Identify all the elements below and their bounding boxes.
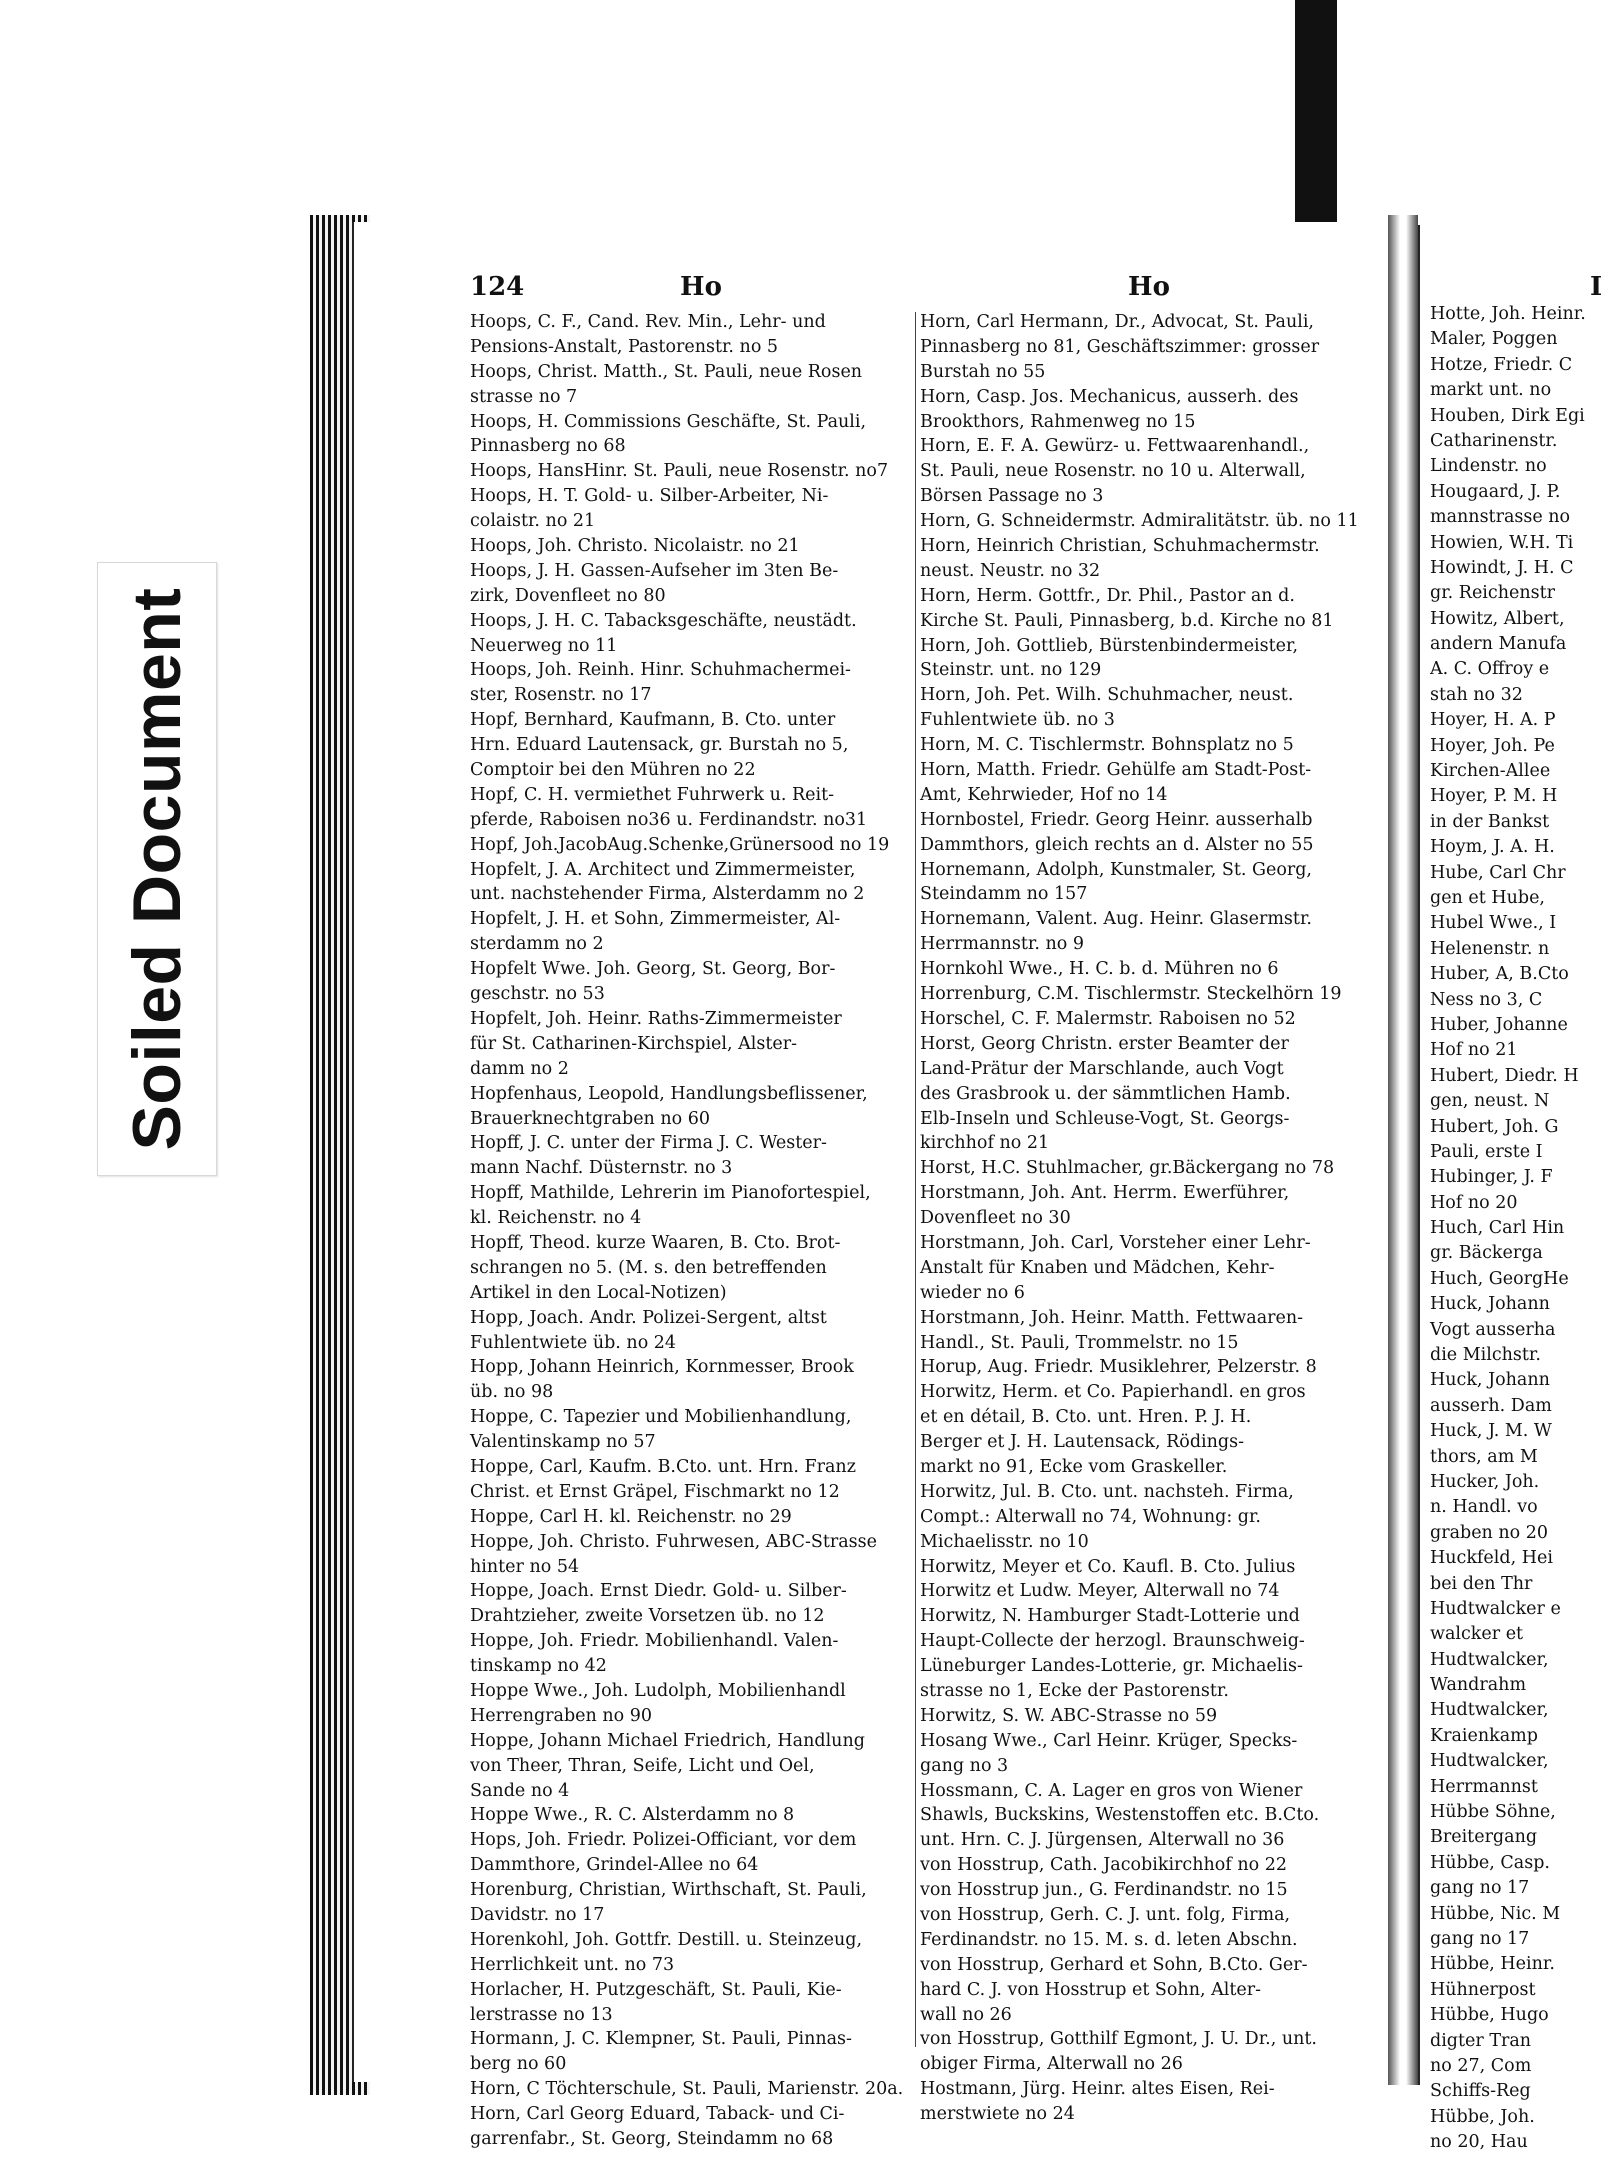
text-line: ausserh. Dam [1430,1395,1552,1416]
text-line: Pauli, erste I [1430,1141,1543,1162]
text-line: Horn, G. Schneidermstr. Admiralitätstr. üb. no 11 [920,511,1359,532]
text-line: Hoppe, Joh. Christo. Fuhrwesen, ABC-Strasse [470,1531,878,1552]
text-line: hinter no 54 [470,1556,580,1577]
text-line: Hoops, H. T. Gold- u. Silber-Arbeiter, Ni- [470,486,829,507]
text-line: Hoppe, Joach. Ernst Diedr. Gold- u. Silber- [470,1581,847,1602]
text-line: Horst, Georg Christn. erster Beamter der [920,1033,1289,1054]
text-line: Breitergang [1430,1827,1538,1848]
text-line: Houben, Dirk Egi [1430,405,1585,426]
text-line: Horenburg, Christian, Wirthschaft, St. Pauli, [470,1880,867,1901]
text-line: Dovenfleet no 30 [920,1208,1071,1229]
text-line: Hof no 21 [1430,1040,1518,1061]
text-line: Hopf, Bernhard, Kaufmann, B. Cto. unter [470,710,836,731]
text-line: Horn, Joh. Gottlieb, Bürstenbindermeister, [920,635,1299,656]
text-line: Shawls, Buckskins, Westenstoffen etc. B.Cto. [920,1805,1320,1826]
text-line: von Hosstrup, Gerh. C. J. unt. folg, Firma, [920,1905,1291,1925]
text-line: Horstmann, Joh. Carl, Vorsteher einer Lehr- [920,1232,1311,1253]
text-line: Davidstr. no 17 [470,1905,605,1925]
text-line: Dammthore, Grindel-Allee no 64 [470,1855,759,1876]
text-line: bei den Thr [1430,1573,1533,1594]
text-line: von Hosstrup, Gerhard et Sohn, B.Cto. Ger- [920,1954,1308,1975]
text-line: Hoppe Wwe., R. C. Alsterdamm no 8 [470,1805,795,1826]
text-line: Horlacher, H. Putzgeschäft, St. Pauli, Kie- [470,1979,842,2000]
text-line: Hoppe, Joh. Friedr. Mobilienhandl. Valen- [470,1631,839,1652]
text-line: Artikel in den Local-Notizen) [470,1282,727,1303]
text-line: Helenenstr. n [1430,938,1550,959]
text-line: gang no 17 [1430,1929,1530,1949]
text-line: Hubel Wwe., I [1430,913,1557,934]
right-page-heading: I [1590,272,1602,302]
text-line: Brauerknechtgraben no 60 [470,1108,711,1129]
text-line: Hübbe, Hugo [1430,2005,1549,2026]
text-line: die Milchstr. [1430,1345,1541,1366]
text-line: ster, Rosenstr. no 17 [470,685,652,706]
text-line: Hotte, Joh. Heinr. [1430,304,1586,324]
text-line: obiger Firma, Alterwall no 26 [920,2054,1183,2075]
text-line: Hornbostel, Friedr. Georg Heinr. ausserhalb [920,809,1313,830]
text-line: Hübbe, Nic. M [1430,1903,1561,1924]
text-line: von Hosstrup, Cath. Jacobikirchhof no 22 [920,1855,1287,1876]
text-line: no 20, Hau [1430,2132,1528,2153]
text-line: Hübbe, Joh. [1430,2106,1535,2127]
text-line: Horstmann, Joh. Ant. Herrm. Ewerführer, [920,1183,1290,1204]
text-line: A. C. Offroy e [1430,659,1550,680]
text-line: Horn, C Töchterschule, St. Pauli, Marienstr. 20a. [470,2079,904,2100]
text-line: kirchhof no 21 [920,1133,1050,1154]
text-line: Kirche St. Pauli, Pinnasberg, b.d. Kirche no 81 [920,610,1334,631]
text-line: Dammthors, gleich rechts an d. Alster no 55 [920,834,1314,855]
text-line: Horstmann, Joh. Heinr. Matth. Fettwaaren- [920,1307,1304,1328]
text-line: Hubert, Joh. G [1430,1116,1559,1137]
text-line: geschstr. no 53 [470,984,605,1005]
text-line: Hoyer, Joh. Pe [1430,735,1555,756]
text-line: Hopfelt, Joh. Heinr. Raths-Zimmermeister [470,1008,842,1029]
text-line: wieder no 6 [920,1282,1025,1303]
text-line: Hof no 20 [1430,1192,1518,1213]
text-line: Hudtwalcker, [1430,1700,1549,1721]
text-line: Hübbe Söhne, [1430,1802,1556,1823]
text-line: Hoppe, C. Tapezier und Mobilienhandlung, [470,1407,852,1428]
text-line: Hopff, J. C. unter der Firma J. C. Wester- [470,1133,827,1154]
text-line: digter Tran [1430,2030,1532,2051]
column-divider [915,312,916,2047]
text-line: Compt.: Alterwall no 74, Wohnung: gr. [920,1506,1261,1527]
text-line: walcker et [1430,1624,1524,1645]
text-line: Hübbe, Casp. [1430,1852,1550,1873]
text-line: Horrenburg, C.M. Tischlermstr. Steckelhörn 19 [920,984,1342,1005]
text-line: Hühnerpost [1430,1979,1536,2000]
center-column-heading: Ho [1128,272,1170,302]
text-line: Börsen Passage no 3 [920,486,1104,507]
page-number: 124 [470,272,525,302]
text-line: Wandrahm [1430,1675,1527,1696]
text-line: Pinnasberg no 68 [470,436,626,457]
text-line: üb. no 98 [470,1382,554,1403]
text-line: Michaelisstr. no 10 [920,1531,1089,1552]
text-line: Hoops, Joh. Christo. Nicolaistr. no 21 [470,536,800,557]
text-line: gang no 17 [1430,1878,1530,1899]
text-line: Hopfelt Wwe. Joh. Georg, St. Georg, Bor- [470,959,836,980]
text-line: Catharinenstr. [1430,430,1558,451]
text-line: markt no 91, Ecke vom Graskeller. [920,1456,1228,1477]
text-line: Horn, Herm. Gottfr., Dr. Phil., Pastor an d. [920,585,1295,606]
text-line: Huber, A, B.Cto [1430,964,1569,985]
text-line: Hopfelt, J. H. et Sohn, Zimmermeister, Al- [470,909,841,930]
text-line: Horn, Joh. Pet. Wilh. Schuhmacher, neust. [920,685,1294,706]
text-line: strasse no 7 [470,386,578,407]
text-line: strasse no 1, Ecke der Pastorenstr. [920,1680,1229,1701]
text-line: markt unt. no [1430,380,1552,401]
text-line: Land-Prätur der Marschlande, auch Vogt [920,1058,1284,1079]
text-line: Hubert, Diedr. H [1430,1065,1579,1086]
text-line: Comptoir bei den Mühren no 22 [470,760,756,781]
text-line: Hougaard, J. P. [1430,481,1561,502]
text-line: Hopp, Joach. Andr. Polizei-Sergent, altst [470,1307,827,1328]
text-line: Horwitz, Meyer et Co. Kaufl. B. Cto. Julius [920,1556,1296,1577]
text-line: Hoops, C. F., Cand. Rev. Min., Lehr- und [470,312,826,332]
text-line: Horwitz et Ludw. Meyer, Alterwall no 74 [920,1581,1280,1602]
text-line: andern Manufa [1430,634,1567,655]
text-line: Hucker, Joh. [1430,1471,1540,1492]
text-line: Huch, Carl Hin [1430,1218,1565,1239]
text-line: no 27, Com [1430,2055,1532,2076]
text-line: Pensions-Anstalt, Pastorenstr. no 5 [470,336,779,357]
text-line: Hoops, Christ. Matth., St. Pauli, neue Rosen [470,361,863,382]
text-line: Lüneburger Landes-Lotterie, gr. Michaelis- [920,1656,1303,1677]
tab-label: Soiled Document [119,587,195,1151]
text-line: Kirchen-Allee [1430,761,1551,782]
right-page-column [1430,302,1600,2156]
text-line: Haupt-Collecte der herzogl. Braunschweig- [920,1631,1305,1652]
soiled-document-tab [97,562,217,1176]
text-line: des Grasbrook u. der sämmtlichen Hamb. [920,1083,1291,1104]
text-line: Hoppe, Carl H. kl. Reichenstr. no 29 [470,1506,792,1527]
text-line: Hormann, J. C. Klempner, St. Pauli, Pinnas- [470,2029,852,2050]
text-line: Steinstr. unt. no 129 [920,660,1102,681]
text-line: Drahtzieher, zweite Vorsetzen üb. no 12 [470,1606,825,1627]
text-line: Vogt ausserha [1430,1319,1556,1340]
text-line: Huck, Johann [1430,1370,1550,1391]
text-line: Hoops, HansHinr. St. Pauli, neue Rosenstr. no7 [470,461,889,482]
text-line: Hornkohl Wwe., H. C. b. d. Mühren no 6 [920,959,1279,980]
text-line: Hudtwalcker, [1430,1751,1549,1772]
text-line: Hudtwalcker, [1430,1649,1549,1670]
text-line: Neuerweg no 11 [470,635,618,656]
text-line: Horn, Matth. Friedr. Gehülfe am Stadt-Post- [920,760,1312,781]
text-line: gr. Reichenstr [1430,583,1555,604]
text-line: Amt, Kehrwieder, Hof no 14 [920,784,1168,805]
text-line: Pinnasberg no 81, Geschäftszimmer: grosser [920,336,1320,357]
text-line: mannstrasse no [1430,507,1571,528]
text-line: Huch, GeorgHe [1430,1268,1569,1289]
text-line: neust. Neustr. no 32 [920,560,1101,581]
text-line: Huckfeld, Hei [1430,1548,1553,1569]
text-line: Horn, Casp. Jos. Mechanicus, ausserh. des [920,386,1299,407]
text-line: Howindt, J. H. C [1430,557,1574,578]
text-line: Hoym, J. A. H. [1430,837,1555,858]
text-line: Elb-Inseln und Schleuse-Vogt, St. Georgs- [920,1108,1290,1129]
text-line: Horn, Carl Georg Eduard, Taback- und Ci- [470,2104,845,2125]
left-column-heading: Ho [680,272,722,302]
text-line: von Theer, Thran, Seife, Licht und Oel, [470,1755,815,1776]
text-line: Horn, E. F. A. Gewürz- u. Fettwaarenhandl., [920,436,1310,457]
text-line: pferde, Raboisen no36 u. Ferdinandstr. no31 [470,809,868,830]
text-line: Hudtwalcker e [1430,1598,1561,1619]
text-line: Hopff, Theod. kurze Waaren, B. Cto. Brot- [470,1232,841,1253]
text-line: Hopf, C. H. vermiethet Fuhrwerk u. Reit- [470,784,835,805]
text-line: Hornemann, Adolph, Kunstmaler, St. Georg, [920,859,1312,880]
text-line: thors, am M [1430,1446,1538,1467]
text-line: n. Handl. vo [1430,1497,1538,1518]
text-line: Howien, W.H. Ti [1430,532,1574,553]
text-line: zirk, Dovenfleet no 80 [470,585,666,606]
text-line: in der Bankst [1430,811,1550,832]
text-line: Horwitz, S. W. ABC-Strasse no 59 [920,1705,1218,1726]
text-line: sterdamm no 2 [470,934,604,955]
text-line: Hopfelt, J. A. Architect und Zimmermeister, [470,859,856,880]
text-line: Howitz, Albert, [1430,608,1565,629]
text-line: wall no 26 [920,2004,1012,2025]
text-line: Burstah no 55 [920,361,1046,382]
text-line: gen et Hube, [1430,887,1545,908]
text-line: Hoppe, Johann Michael Friedrich, Handlung [470,1730,865,1751]
text-line: für St. Catharinen-Kirchspiel, Alster- [470,1033,798,1054]
text-line: Hoppe Wwe., Joh. Ludolph, Mobilienhandl [470,1680,846,1701]
text-line: Horn, M. C. Tischlermstr. Bohnsplatz no 5 [920,735,1294,756]
text-line: Hrn. Eduard Lautensack, gr. Burstah no 5, [470,735,849,756]
text-line: Ferdinandstr. no 15. M. s. d. leten Abschn. [920,1929,1298,1950]
text-line: Brookthors, Rahmenweg no 15 [920,411,1196,432]
text-line: Hornemann, Valent. Aug. Heinr. Glasermstr. [920,909,1312,930]
text-line: merstwiete no 24 [920,2104,1075,2125]
top-shadow-strip [1295,0,1337,228]
text-line: Hoops, H. Commissions Geschäfte, St. Pauli, [470,411,867,432]
text-line: Herrmannst [1430,1776,1538,1797]
text-line: unt. Hrn. C. J. Jürgensen, Alterwall no 36 [920,1830,1285,1851]
text-line: Hübbe, Heinr. [1430,1954,1555,1975]
text-line: et en détail, B. Cto. unt. Hren. P. J. H. [920,1407,1252,1428]
text-line: lerstrasse no 13 [470,2004,613,2025]
text-line: Hoyer, P. M. H [1430,786,1558,807]
text-line: Ness no 3, C [1430,989,1543,1010]
text-line: stah no 32 [1430,684,1523,705]
text-line: Horn, Heinrich Christian, Schuhmachermstr. [920,536,1320,557]
text-line: Hoppe, Carl, Kaufm. B.Cto. unt. Hrn. Franz [470,1456,856,1477]
text-line: colaistr. no 21 [470,511,596,532]
text-line: Hoyer, H. A. P [1430,710,1556,731]
text-line: von Hosstrup, Gotthilf Egmont, J. U. Dr., unt. [920,2029,1317,2050]
text-line: graben no 20 [1430,1522,1549,1543]
text-line: gr. Bäckerga [1430,1243,1543,1264]
text-line: hard C. J. von Hosstrup et Sohn, Alter- [920,1979,1262,2000]
text-line: von Hosstrup jun., G. Ferdinandstr. no 15 [920,1880,1288,1901]
text-line: berg no 60 [470,2054,567,2075]
text-line: mann Nachf. Düsternstr. no 3 [470,1158,733,1179]
text-line: St. Pauli, neue Rosenstr. no 10 u. Alterwall, [920,461,1306,482]
text-line: Hopf, Joh.JacobAug.Schenke,Grünersood no 19 [470,834,890,855]
text-line: Berger et J. H. Lautensack, Rödings- [920,1432,1244,1453]
text-line: damm no 2 [470,1058,569,1079]
text-line: tinskamp no 42 [470,1656,607,1677]
text-line: gen, neust. N [1430,1091,1550,1112]
page-gutter [1388,215,1418,2085]
text-line: Hostmann, Jürg. Heinr. altes Eisen, Rei- [920,2079,1275,2100]
text-line: Horwitz, Jul. B. Cto. unt. nachsteh. Firma, [920,1481,1294,1502]
text-line: Horenkohl, Joh. Gottfr. Destill. u. Steinzeug, [470,1929,863,1950]
text-line: Steindamm no 157 [920,884,1088,905]
text-line: Horn, Carl Hermann, Dr., Advocat, St. Pauli, [920,312,1314,332]
text-line: Herrengraben no 90 [470,1705,653,1726]
text-line: Maler, Poggen [1430,329,1558,350]
text-line: Herrmannstr. no 9 [920,934,1085,955]
text-line: Horst, H.C. Stuhlmacher, gr.Bäckergang no 78 [920,1158,1335,1179]
text-line: Hopff, Mathilde, Lehrerin im Pianofortespiel, [470,1183,871,1204]
text-line: gang no 3 [920,1755,1009,1776]
text-line: Handl., St. Pauli, Trommelstr. no 15 [920,1332,1239,1353]
text-line: Hopp, Johann Heinrich, Kornmesser, Brook [470,1357,854,1378]
text-line: Fuhlentwiete üb. no 24 [470,1332,677,1353]
text-line: Sande no 4 [470,1780,570,1801]
text-line: Hoops, J. H. C. Tabacksgeschäfte, neustädt. [470,610,857,631]
text-line: Hops, Joh. Friedr. Polizei-Officiant, vor dem [470,1830,857,1851]
text-line: Hoops, J. H. Gassen-Aufseher im 3ten Be- [470,560,839,581]
text-line: Hosang Wwe., Carl Heinr. Krüger, Specks- [920,1730,1298,1751]
text-line: schrangen no 5. (M. s. den betreffenden [470,1257,827,1278]
text-line: Huber, Johanne [1430,1014,1568,1035]
text-line: Huck, J. M. W [1430,1421,1552,1442]
text-line: Hoops, Joh. Reinh. Hinr. Schuhmachermei- [470,660,851,681]
left-column [470,310,914,2152]
text-line: Hube, Carl Chr [1430,862,1566,883]
text-line: Hossmann, C. A. Lager en gros von Wiener [920,1780,1303,1801]
text-line: Kraienkamp [1430,1725,1538,1746]
text-line: Schiffs-Reg [1430,2081,1531,2102]
text-line: Christ. et Ernst Gräpel, Fischmarkt no 12 [470,1481,840,1502]
middle-column [920,310,1366,2127]
text-line: Valentinskamp no 57 [470,1432,656,1453]
text-line: unt. nachstehender Firma, Alsterdamm no 2 [470,884,865,905]
text-line: Horup, Aug. Friedr. Musiklehrer, Pelzerstr. 8 [920,1357,1317,1378]
text-line: kl. Reichenstr. no 4 [470,1208,642,1229]
text-line: Anstalt für Knaben und Mädchen, Kehr- [920,1257,1275,1278]
text-line: Hubinger, J. F [1430,1167,1553,1188]
text-line: Fuhlentwiete üb. no 3 [920,710,1115,731]
text-line: Lindenstr. no [1430,456,1547,477]
text-line: Hotze, Friedr. C [1430,354,1573,375]
text-line: Horwitz, Herm. et Co. Papierhandl. en gros [920,1382,1306,1403]
text-line: garrenfabr., St. Georg, Steindamm no 68 [470,2129,834,2150]
text-line: Hopfenhaus, Leopold, Handlungsbeflissener, [470,1083,868,1104]
text-line: Horschel, C. F. Malermstr. Raboisen no 52 [920,1008,1296,1029]
text-line: Herrlichkeit unt. no 73 [470,1954,675,1975]
text-line: Horwitz, N. Hamburger Stadt-Lotterie und [920,1606,1300,1627]
text-line: Huck, Johann [1430,1294,1550,1315]
